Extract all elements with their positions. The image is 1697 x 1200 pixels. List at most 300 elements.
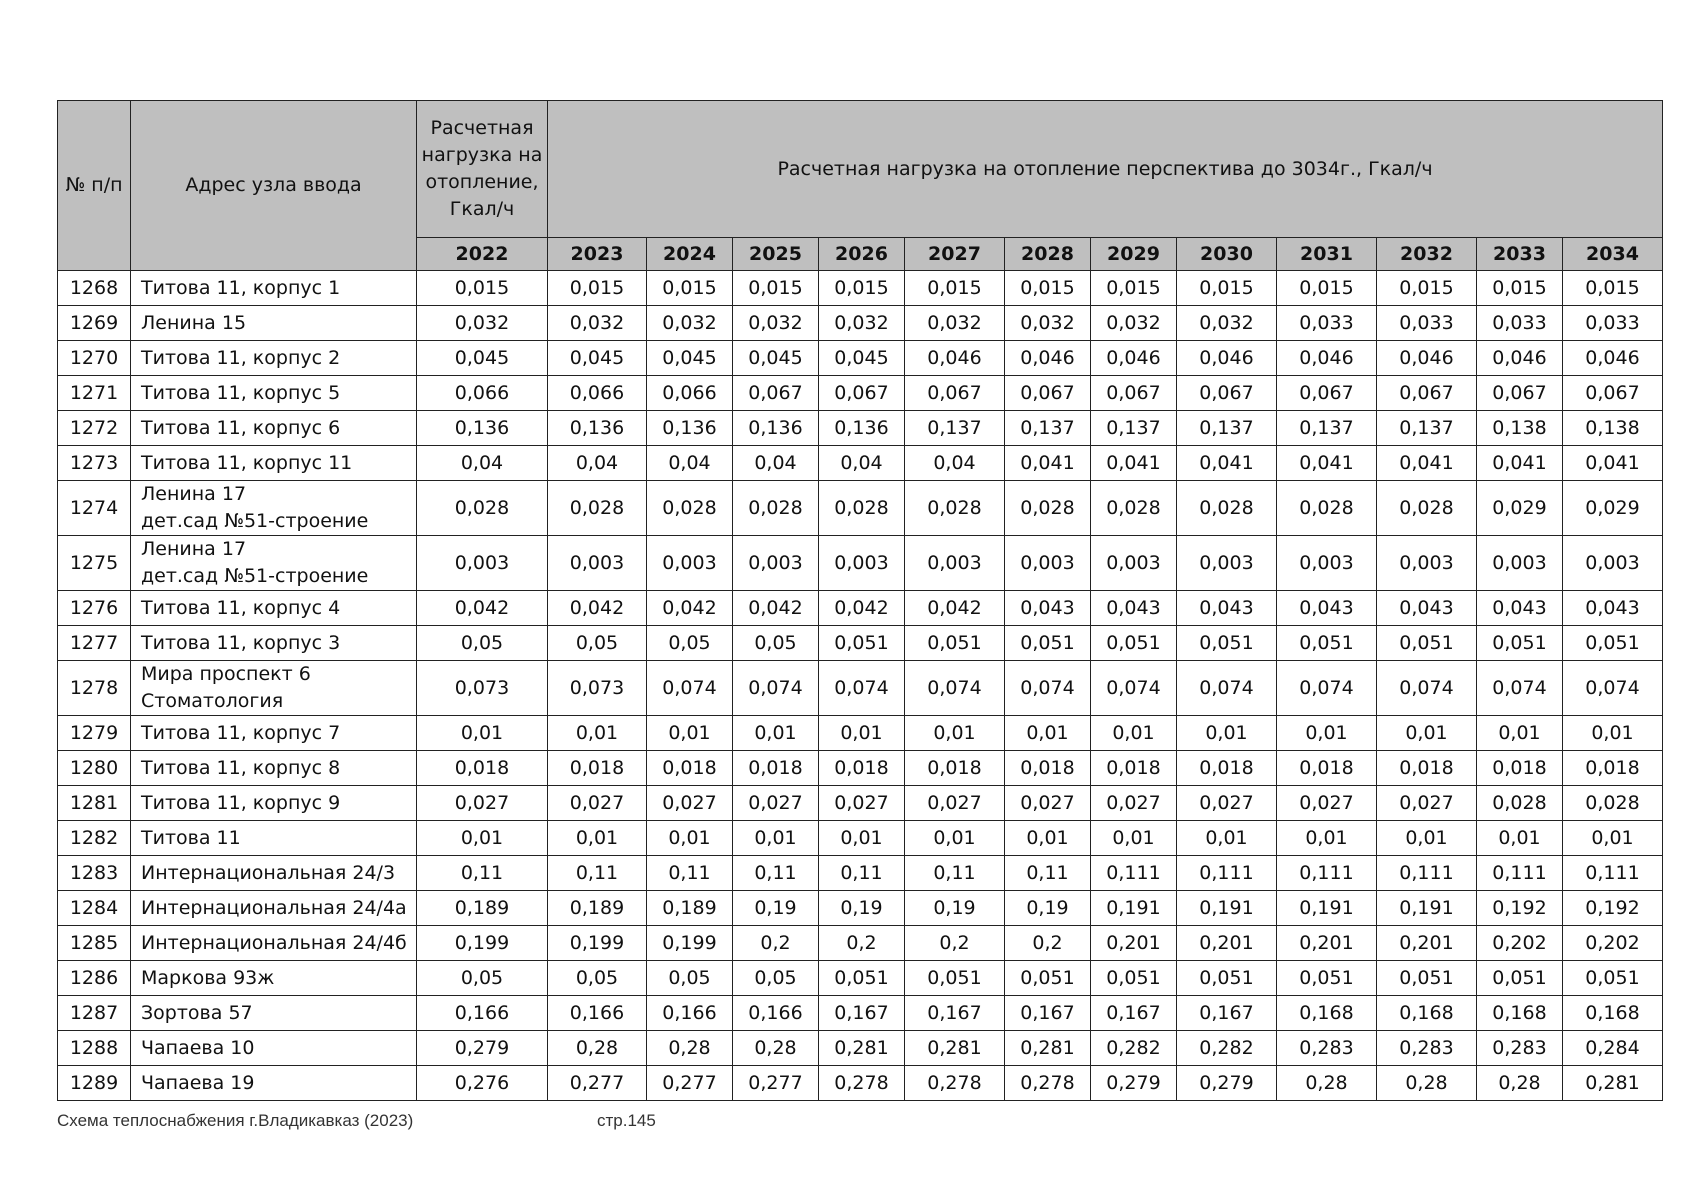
row-year-value: 0,015 [1277,271,1377,306]
row-year-value: 0,032 [1005,306,1091,341]
row-year-value: 0,029 [1563,481,1663,536]
row-year-value: 0,051 [1477,626,1563,661]
row-year-value: 0,281 [819,1031,905,1066]
row-year-value: 0,137 [1177,411,1277,446]
row-year-value: 0,028 [548,481,647,536]
row-design-load: 0,018 [417,751,548,786]
row-year-value: 0,042 [647,591,733,626]
table-row [58,926,1663,961]
row-year-value: 0,11 [1005,856,1091,891]
row-year-value: 0,01 [1277,716,1377,751]
row-year-value: 0,018 [1477,751,1563,786]
header-year-2032: 2032 [1377,238,1477,271]
row-year-value: 0,01 [819,821,905,856]
row-year-value: 0,067 [733,376,819,411]
row-year-value: 0,136 [733,411,819,446]
table-row [58,626,1663,661]
row-address-line: Титова 11, корпус 4 [141,596,341,619]
row-year-value: 0,284 [1563,1031,1663,1066]
row-year-value: 0,111 [1477,856,1563,891]
row-year-value: 0,051 [1005,626,1091,661]
row-design-load: 0,028 [417,481,548,536]
row-year-value: 0,032 [548,306,647,341]
row-year-value: 0,01 [1377,821,1477,856]
row-year-value: 0,027 [905,786,1005,821]
row-year-value: 0,046 [1177,341,1277,376]
row-address [131,996,417,1031]
row-year-value: 0,201 [1277,926,1377,961]
row-number: 1287 [58,996,131,1031]
row-year-value: 0,015 [1377,271,1477,306]
row-address [131,961,417,996]
row-year-value: 0,033 [1377,306,1477,341]
row-address [131,661,417,716]
row-year-value: 0,051 [819,961,905,996]
row-year-value: 0,11 [905,856,1005,891]
row-number: 1280 [58,751,131,786]
row-year-value: 0,05 [548,961,647,996]
row-year-value: 0,01 [647,821,733,856]
row-design-load: 0,166 [417,996,548,1031]
row-year-value: 0,04 [819,446,905,481]
row-address-line: Ленина 17 [141,483,247,505]
row-year-value: 0,05 [647,626,733,661]
table-row [58,751,1663,786]
row-year-value: 0,074 [1091,661,1177,716]
row-design-load: 0,279 [417,1031,548,1066]
row-year-value: 0,028 [1091,481,1177,536]
row-year-value: 0,277 [733,1066,819,1101]
table-row [58,786,1663,821]
row-year-value: 0,111 [1377,856,1477,891]
row-year-value: 0,01 [647,716,733,751]
row-year-value: 0,051 [905,961,1005,996]
row-year-value: 0,279 [1091,1066,1177,1101]
row-year-value: 0,051 [1477,961,1563,996]
row-year-value: 0,283 [1477,1031,1563,1066]
row-design-load: 0,042 [417,591,548,626]
row-year-value: 0,043 [1477,591,1563,626]
row-year-value: 0,032 [819,306,905,341]
table-row [58,591,1663,626]
row-address-line: Интернациональная 24/4б [141,931,407,954]
row-address [131,786,417,821]
row-year-value: 0,282 [1177,1031,1277,1066]
row-design-load: 0,136 [417,411,548,446]
header-year-2026: 2026 [819,238,905,271]
row-year-value: 0,277 [647,1066,733,1101]
row-year-value: 0,168 [1277,996,1377,1031]
row-year-value: 0,111 [1563,856,1663,891]
row-year-value: 0,136 [647,411,733,446]
row-year-value: 0,283 [1277,1031,1377,1066]
header-year-2025: 2025 [733,238,819,271]
row-address-line: Маркова 93ж [141,966,275,989]
row-year-value: 0,167 [1005,996,1091,1031]
row-year-value: 0,168 [1377,996,1477,1031]
header-year-2024: 2024 [647,238,733,271]
row-year-value: 0,041 [1477,446,1563,481]
row-year-value: 0,202 [1563,926,1663,961]
row-year-value: 0,046 [1477,341,1563,376]
row-number: 1268 [58,271,131,306]
row-year-value: 0,043 [1277,591,1377,626]
row-year-value: 0,19 [905,891,1005,926]
table-row [58,411,1663,446]
row-year-value: 0,11 [548,856,647,891]
row-year-value: 0,018 [647,751,733,786]
row-year-value: 0,051 [1177,961,1277,996]
row-year-value: 0,167 [905,996,1005,1031]
row-design-load: 0,073 [417,661,548,716]
row-address [131,341,417,376]
header-year-2027: 2027 [905,238,1005,271]
row-number: 1282 [58,821,131,856]
row-year-value: 0,027 [1091,786,1177,821]
row-year-value: 0,043 [1177,591,1277,626]
row-year-value: 0,01 [819,716,905,751]
row-year-value: 0,003 [647,536,733,591]
row-year-value: 0,045 [819,341,905,376]
row-year-value: 0,277 [548,1066,647,1101]
row-number: 1277 [58,626,131,661]
row-design-load: 0,11 [417,856,548,891]
row-year-value: 0,136 [819,411,905,446]
header-year-2028: 2028 [1005,238,1091,271]
row-year-value: 0,067 [1277,376,1377,411]
row-year-value: 0,168 [1477,996,1563,1031]
row-year-value: 0,041 [1563,446,1663,481]
row-number: 1281 [58,786,131,821]
row-year-value: 0,01 [733,716,819,751]
row-year-value: 0,074 [647,661,733,716]
row-year-value: 0,027 [1177,786,1277,821]
row-number: 1276 [58,591,131,626]
row-year-value: 0,041 [1005,446,1091,481]
footer-page-number: стр.145 [597,1111,656,1130]
row-address [131,536,417,591]
row-year-value: 0,041 [1091,446,1177,481]
table-row [58,856,1663,891]
row-design-load: 0,05 [417,961,548,996]
row-year-value: 0,28 [1277,1066,1377,1101]
row-year-value: 0,167 [1091,996,1177,1031]
row-year-value: 0,073 [548,661,647,716]
row-number: 1284 [58,891,131,926]
row-design-load: 0,189 [417,891,548,926]
row-number: 1278 [58,661,131,716]
row-year-value: 0,067 [1377,376,1477,411]
row-year-value: 0,051 [905,626,1005,661]
row-address [131,306,417,341]
row-year-value: 0,051 [1377,961,1477,996]
row-year-value: 0,28 [548,1031,647,1066]
row-year-value: 0,051 [819,626,905,661]
row-year-value: 0,192 [1563,891,1663,926]
row-year-value: 0,043 [1377,591,1477,626]
row-number: 1274 [58,481,131,536]
row-year-value: 0,051 [1091,626,1177,661]
row-year-value: 0,045 [733,341,819,376]
row-address [131,926,417,961]
row-year-value: 0,281 [1005,1031,1091,1066]
row-year-value: 0,074 [905,661,1005,716]
row-year-value: 0,05 [548,626,647,661]
row-year-value: 0,01 [548,716,647,751]
row-address-line: Ленина 15 [141,311,247,334]
row-year-value: 0,189 [647,891,733,926]
table-row [58,1066,1663,1101]
row-year-value: 0,067 [819,376,905,411]
row-address-line: Титова 11, корпус 8 [141,756,341,779]
row-year-value: 0,032 [1177,306,1277,341]
row-year-value: 0,032 [905,306,1005,341]
row-year-value: 0,028 [1005,481,1091,536]
row-address [131,1031,417,1066]
row-year-value: 0,04 [647,446,733,481]
row-year-value: 0,199 [647,926,733,961]
row-year-value: 0,067 [1563,376,1663,411]
header-year-2034: 2034 [1563,238,1663,271]
header-num: № п/п [58,101,131,271]
row-year-value: 0,003 [1377,536,1477,591]
row-year-value: 0,046 [1277,341,1377,376]
row-year-value: 0,191 [1377,891,1477,926]
row-number: 1279 [58,716,131,751]
row-year-value: 0,28 [1377,1066,1477,1101]
row-year-value: 0,278 [905,1066,1005,1101]
row-year-value: 0,003 [1277,536,1377,591]
table-row [58,961,1663,996]
row-year-value: 0,043 [1091,591,1177,626]
row-year-value: 0,2 [819,926,905,961]
row-year-value: 0,046 [1563,341,1663,376]
row-year-value: 0,138 [1563,411,1663,446]
row-year-value: 0,003 [1477,536,1563,591]
row-year-value: 0,041 [1377,446,1477,481]
header-year-2029: 2029 [1091,238,1177,271]
row-year-value: 0,01 [1477,716,1563,751]
row-year-value: 0,046 [905,341,1005,376]
row-year-value: 0,043 [1563,591,1663,626]
row-year-value: 0,19 [1005,891,1091,926]
row-address-line: Титова 11 [141,826,241,849]
row-year-value: 0,042 [819,591,905,626]
row-address [131,411,417,446]
row-year-value: 0,201 [1377,926,1477,961]
row-year-value: 0,11 [819,856,905,891]
row-year-value: 0,029 [1477,481,1563,536]
row-year-value: 0,018 [819,751,905,786]
table-row [58,271,1663,306]
row-address-line: Титова 11, корпус 9 [141,791,341,814]
row-year-value: 0,033 [1563,306,1663,341]
row-year-value: 0,201 [1177,926,1277,961]
row-year-value: 0,01 [1377,716,1477,751]
row-address-line: Титова 11, корпус 1 [141,276,341,299]
row-year-value: 0,01 [733,821,819,856]
row-year-value: 0,05 [647,961,733,996]
table-row [58,996,1663,1031]
row-year-value: 0,027 [1005,786,1091,821]
row-year-value: 0,018 [1377,751,1477,786]
row-design-load: 0,015 [417,271,548,306]
header-year-2023: 2023 [548,238,647,271]
row-year-value: 0,018 [1177,751,1277,786]
row-year-value: 0,2 [733,926,819,961]
row-year-value: 0,01 [548,821,647,856]
row-year-value: 0,074 [1177,661,1277,716]
row-address-line: Титова 11, корпус 7 [141,721,341,744]
row-year-value: 0,111 [1091,856,1177,891]
row-year-value: 0,046 [1005,341,1091,376]
row-year-value: 0,027 [1277,786,1377,821]
row-address [131,591,417,626]
row-address-line: дет.сад №51-строение [141,510,369,532]
row-year-value: 0,028 [1377,481,1477,536]
row-year-value: 0,003 [1005,536,1091,591]
row-year-value: 0,045 [548,341,647,376]
row-address-line: Ленина 17 [141,538,247,560]
header-year-2031: 2031 [1277,238,1377,271]
row-year-value: 0,015 [647,271,733,306]
row-design-load: 0,05 [417,626,548,661]
row-year-value: 0,283 [1377,1031,1477,1066]
row-year-value: 0,138 [1477,411,1563,446]
row-year-value: 0,01 [1177,716,1277,751]
row-number: 1286 [58,961,131,996]
row-year-value: 0,074 [733,661,819,716]
row-year-value: 0,19 [819,891,905,926]
row-number: 1272 [58,411,131,446]
row-year-value: 0,067 [1091,376,1177,411]
row-design-load: 0,066 [417,376,548,411]
row-year-value: 0,11 [647,856,733,891]
row-design-load: 0,01 [417,716,548,751]
row-year-value: 0,28 [1477,1066,1563,1101]
row-year-value: 0,067 [1005,376,1091,411]
row-address-line: Титова 11, корпус 5 [141,381,341,404]
row-number: 1271 [58,376,131,411]
row-year-value: 0,278 [819,1066,905,1101]
row-year-value: 0,032 [647,306,733,341]
row-address [131,856,417,891]
table-row [58,716,1663,751]
row-year-value: 0,003 [1091,536,1177,591]
row-year-value: 0,279 [1177,1066,1277,1101]
table-row [58,661,1663,716]
footer-document-title: Схема теплоснабжения г.Владикавказ (2023) [57,1111,414,1130]
row-year-value: 0,015 [819,271,905,306]
row-address [131,821,417,856]
row-year-value: 0,281 [905,1031,1005,1066]
row-year-value: 0,051 [1277,626,1377,661]
row-number: 1275 [58,536,131,591]
row-number: 1288 [58,1031,131,1066]
row-year-value: 0,137 [1277,411,1377,446]
row-year-value: 0,018 [1277,751,1377,786]
row-year-value: 0,028 [905,481,1005,536]
row-year-value: 0,015 [548,271,647,306]
row-year-value: 0,051 [1177,626,1277,661]
row-year-value: 0,015 [1477,271,1563,306]
row-year-value: 0,166 [647,996,733,1031]
row-year-value: 0,041 [1177,446,1277,481]
row-year-value: 0,015 [905,271,1005,306]
row-year-value: 0,028 [1177,481,1277,536]
row-address [131,716,417,751]
row-year-value: 0,01 [1563,821,1663,856]
row-year-value: 0,01 [1005,716,1091,751]
row-address [131,376,417,411]
row-year-value: 0,166 [733,996,819,1031]
row-year-value: 0,137 [905,411,1005,446]
row-year-value: 0,018 [733,751,819,786]
row-year-value: 0,032 [733,306,819,341]
row-year-value: 0,051 [1377,626,1477,661]
row-year-value: 0,041 [1277,446,1377,481]
row-year-value: 0,042 [733,591,819,626]
row-year-value: 0,2 [1005,926,1091,961]
row-year-value: 0,074 [1477,661,1563,716]
row-year-value: 0,018 [905,751,1005,786]
row-year-value: 0,066 [548,376,647,411]
row-address-line: Титова 11, корпус 6 [141,416,341,439]
row-year-value: 0,01 [905,716,1005,751]
row-year-value: 0,278 [1005,1066,1091,1101]
row-year-value: 0,01 [1177,821,1277,856]
row-year-value: 0,032 [1091,306,1177,341]
row-design-load: 0,199 [417,926,548,961]
row-year-value: 0,028 [1563,786,1663,821]
row-year-value: 0,028 [1277,481,1377,536]
row-address-line: Мира проспект 6 [141,663,311,685]
header-year-2022: 2022 [417,238,548,271]
row-address [131,891,417,926]
row-address [131,446,417,481]
row-year-value: 0,027 [548,786,647,821]
row-year-value: 0,033 [1477,306,1563,341]
row-year-value: 0,046 [1377,341,1477,376]
row-number: 1283 [58,856,131,891]
row-year-value: 0,01 [1091,716,1177,751]
row-address-line: Чапаева 19 [141,1071,255,1094]
row-address-line: Стоматология [141,690,284,712]
row-year-value: 0,067 [1477,376,1563,411]
row-address [131,751,417,786]
row-year-value: 0,189 [548,891,647,926]
row-year-value: 0,167 [819,996,905,1031]
row-design-load: 0,045 [417,341,548,376]
row-number: 1273 [58,446,131,481]
row-year-value: 0,018 [1005,751,1091,786]
row-address [131,481,417,536]
row-year-value: 0,01 [1563,716,1663,751]
row-year-value: 0,191 [1277,891,1377,926]
row-address-line: Интернациональная 24/3 [141,861,396,884]
row-year-value: 0,051 [1563,626,1663,661]
row-design-load: 0,276 [417,1066,548,1101]
header-year-2030: 2030 [1177,238,1277,271]
row-year-value: 0,19 [733,891,819,926]
row-year-value: 0,015 [1177,271,1277,306]
row-year-value: 0,028 [1477,786,1563,821]
row-year-value: 0,201 [1091,926,1177,961]
row-year-value: 0,04 [905,446,1005,481]
row-year-value: 0,191 [1091,891,1177,926]
row-year-value: 0,04 [733,446,819,481]
row-year-value: 0,027 [819,786,905,821]
